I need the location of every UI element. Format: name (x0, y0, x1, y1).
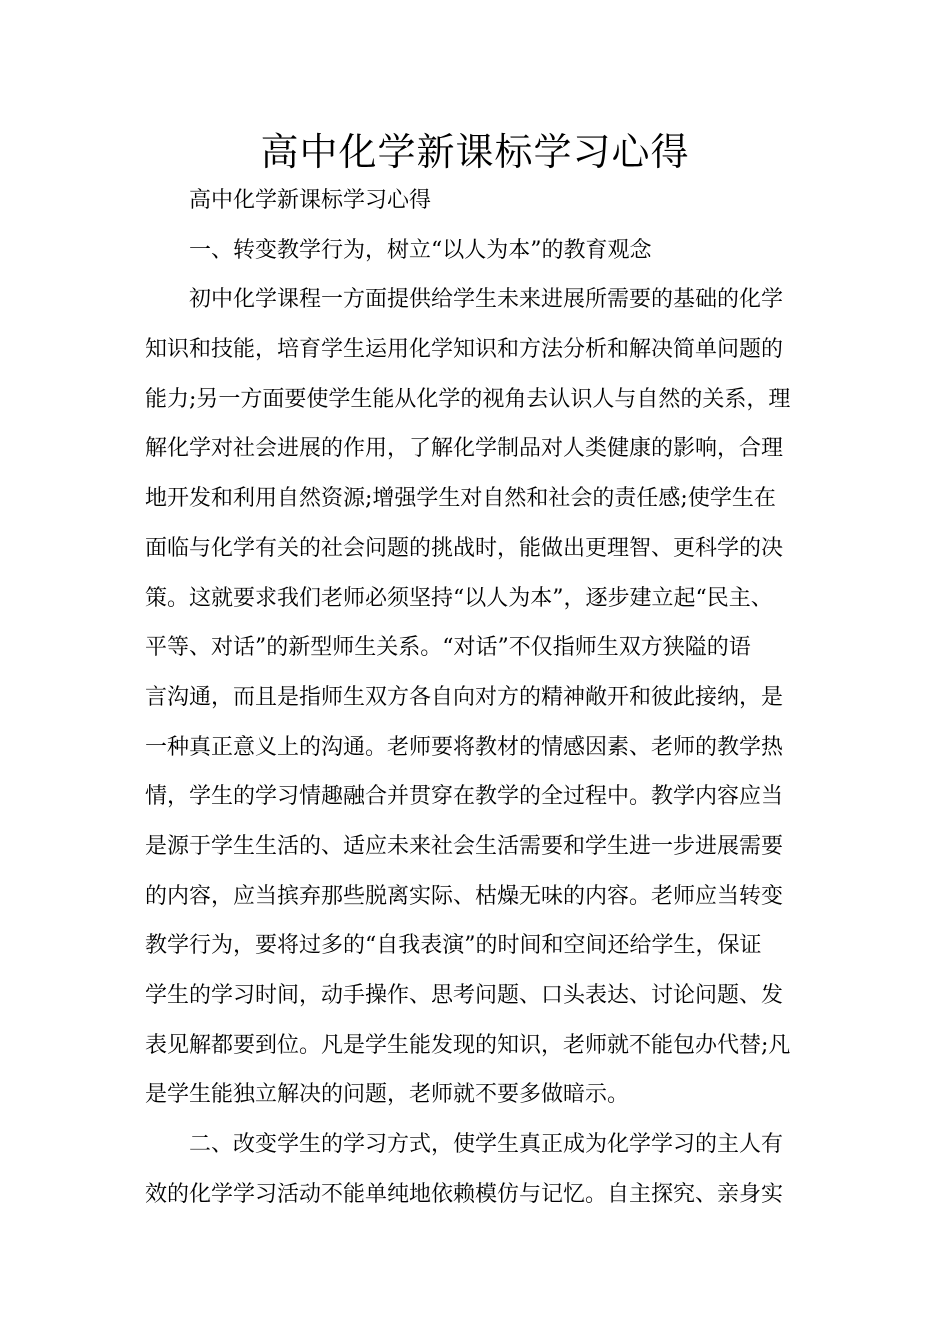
section-heading-1: 一、转变教学行为，树立“以人为本”的教育观念 (189, 237, 652, 263)
paragraph-line: 言沟通，而且是指师生双方各自向对方的精神敞开和彼此接纳，是 (145, 684, 784, 710)
document-title: 高中化学新课标学习心得 (260, 130, 690, 174)
paragraph-line: 一种真正意义上的沟通。老师要将教材的情感因素、老师的教学热 (145, 734, 784, 760)
paragraph-line: 效的化学学习活动不能单纯地依赖模仿与记忆。自主探究、亲身实 (145, 1181, 784, 1207)
paragraph-line: 平等、对话”的新型师生关系。“对话”不仅指师生双方狭隘的语 (145, 635, 751, 661)
paragraph-line: 的内容，应当摈弃那些脱离实际、枯燥无味的内容。老师应当转变 (145, 883, 784, 909)
subtitle-line: 高中化学新课标学习心得 (189, 188, 432, 213)
paragraph-line: 教学行为，要将过多的“自我表演”的时间和空间还给学生，保证 (145, 933, 762, 959)
paragraph-line: 策。这就要求我们老师必须坚持“以人为本”，逐步建立起“民主、 (145, 585, 773, 611)
document-body (145, 176, 817, 1219)
paragraph-line: 学生的学习时间，动手操作、思考问题、口头表达、讨论问题、发 (145, 983, 784, 1008)
paragraph-line: 地开发和利用自然资源;增强学生对自然和社会的责任感;使学生在 (145, 486, 776, 512)
paragraph-line: 知识和技能，培育学生运用化学知识和方法分析和解决简单问题的 (145, 337, 784, 363)
section-heading-2: 二、改变学生的学习方式，使学生真正成为化学学习的主人有 (189, 1132, 784, 1158)
paragraph-line: 能力;另一方面要使学生能从化学的视角去认识人与自然的关系，理 (145, 386, 791, 412)
paragraph-line: 是学生能独立解决的问题，老师就不要多做暗示。 (145, 1082, 630, 1108)
paragraph-line: 表见解都要到位。凡是学生能发现的知识，老师就不能包办代替;凡 (145, 1032, 791, 1058)
paragraph-line: 是源于学生生活的、适应未来社会生活需要和学生进一步进展需要 (145, 833, 784, 859)
paragraph-line: 情，学生的学习情趣融合并贯穿在教学的全过程中。教学内容应当 (145, 784, 784, 810)
paragraph-line: 面临与化学有关的社会问题的挑战时，能做出更理智、更科学的决 (145, 535, 784, 561)
paragraph-line: 初中化学课程一方面提供给学生未来进展所需要的基础的化学 (189, 287, 784, 313)
paragraph-line: 解化学对社会进展的作用，了解化学制品对人类健康的影响，合理 (145, 436, 784, 462)
